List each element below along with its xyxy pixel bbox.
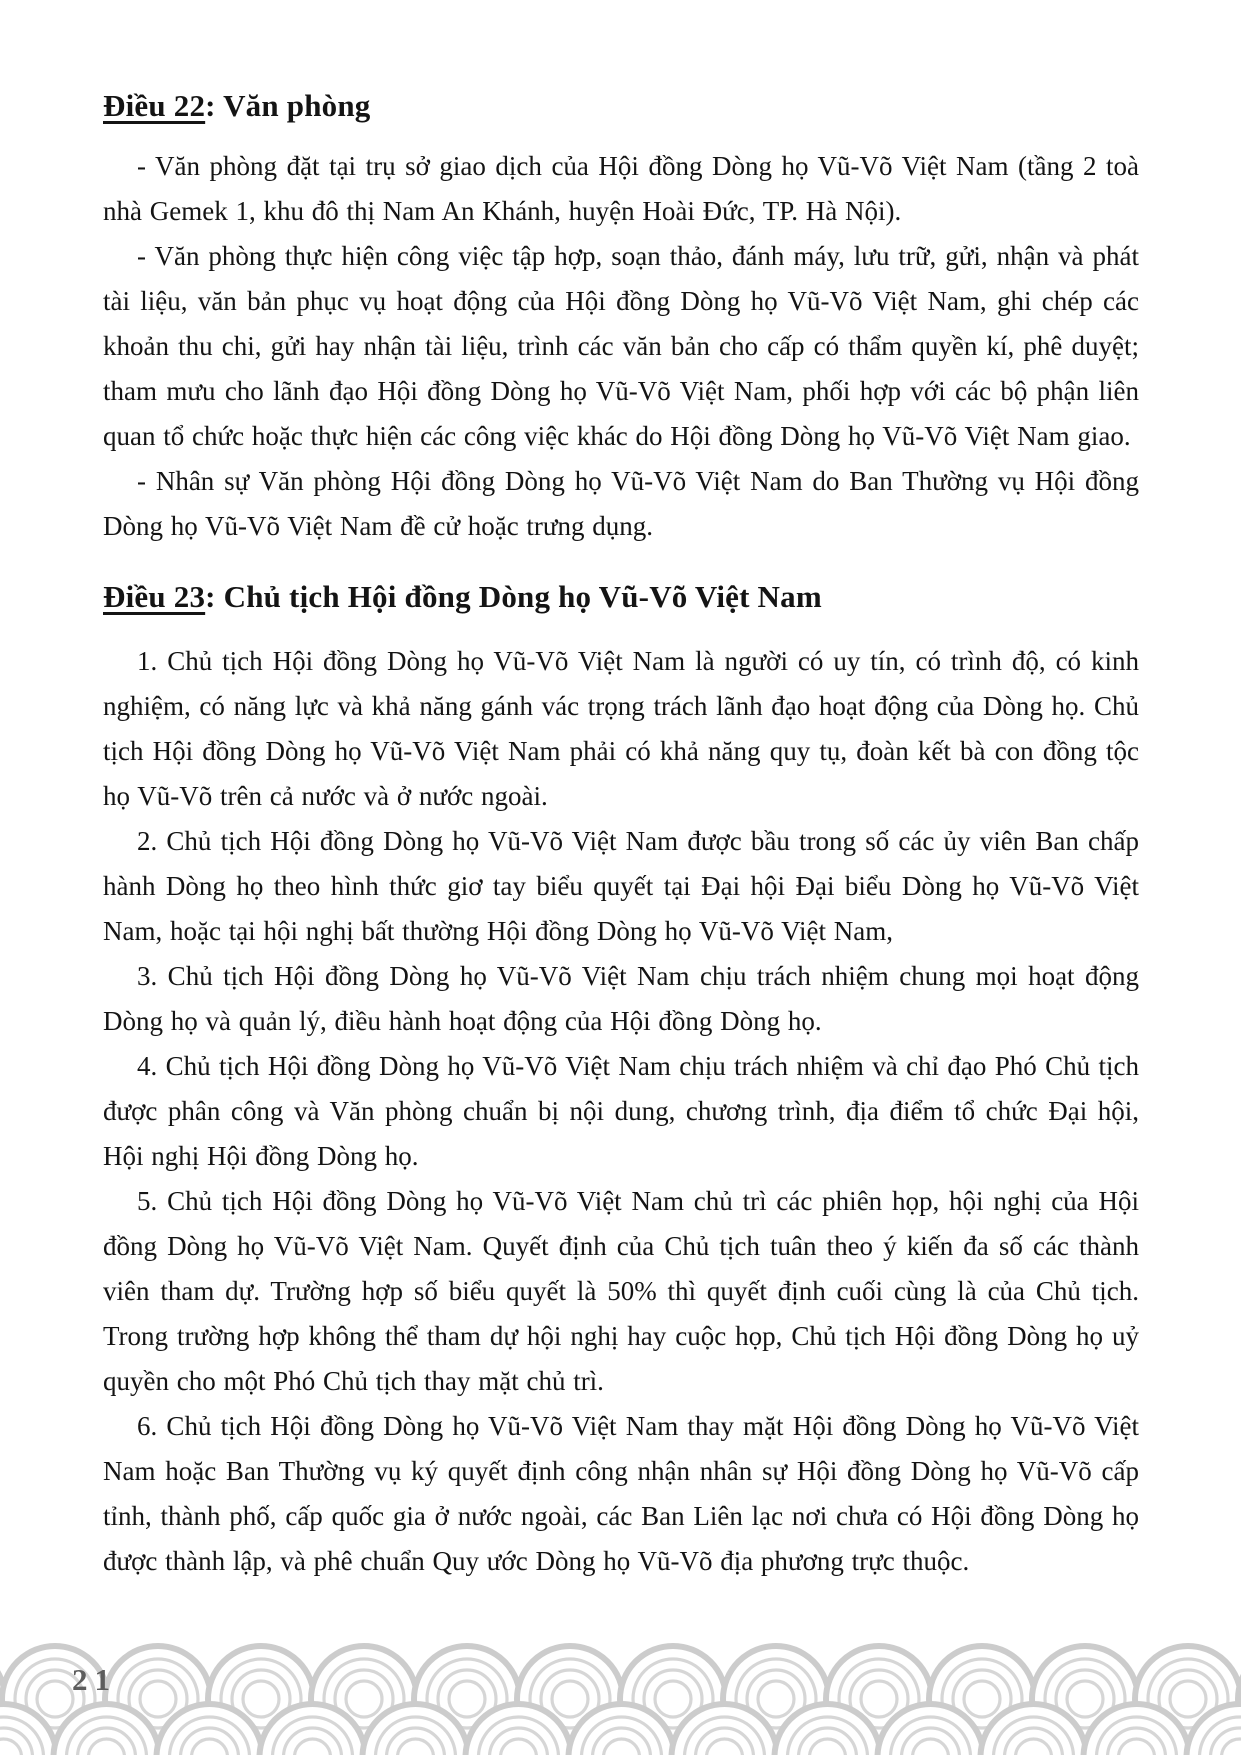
paragraph: 5. Chủ tịch Hội đồng Dòng họ Vũ-Võ Việt Nam chủ trì các phiên họp, hội nghị của Hội đồng Dòng họ Vũ-Võ Việt Nam. Quyết định của Chủ tịch tuân theo ý kiến đa số các thành viên tham dự. Trường hợp số biểu quyết là 50% thì quyết định cuối cùng là của Chủ tịch. Trong trường hợp không thể tham dự hội nghị hay cuộc họp, Chủ tịch Hội đồng Dòng họ uỷ quyền cho một Phó Chủ tịch thay mặt chủ trì.	[103, 1186, 1139, 1396]
paragraph: - Văn phòng đặt tại trụ sở giao dịch của Hội đồng Dòng họ Vũ-Võ Việt Nam (tầng 2 toà nhà Gemek 1, khu đô thị Nam An Khánh, huyện Hoài Đức, TP. Hà Nội).	[103, 151, 1139, 226]
paragraph: 6. Chủ tịch Hội đồng Dòng họ Vũ-Võ Việt Nam thay mặt Hội đồng Dòng họ Vũ-Võ Việt Nam hoặc Ban Thường vụ ký quyết định công nhận nhân sự Hội đồng Dòng họ Vũ-Võ cấp tỉnh, thành phố, cấp quốc gia ở nước ngoài, các Ban Liên lạc nơi chưa có Hội đồng Dòng họ được thành lập, và phê chuẩn Quy ước Dòng họ Vũ-Võ địa phương trực thuộc.	[103, 1411, 1139, 1576]
article-23-heading	[103, 579, 1139, 615]
article-23-title: : Chủ tịch Hội đồng Dòng họ Vũ-Võ Việt Nam	[205, 579, 822, 614]
article-22-number: Điều 22	[103, 88, 206, 123]
paragraph: 2. Chủ tịch Hội đồng Dòng họ Vũ-Võ Việt Nam được bầu trong số các ủy viên Ban chấp hành Dòng họ theo hình thức giơ tay biểu quyết tại Đại hội Đại biểu Dòng họ Vũ-Võ Việt Nam, hoặc tại hội nghị bất thường Hội đồng Dòng họ Vũ-Võ Việt Nam,	[103, 826, 1139, 946]
article-22-title: : Văn phòng	[205, 88, 371, 123]
paragraph: 4. Chủ tịch Hội đồng Dòng họ Vũ-Võ Việt Nam chịu trách nhiệm và chỉ đạo Phó Chủ tịch được phân công và Văn phòng chuẩn bị nội dung, chương trình, địa điểm tổ chức Đại hội, Hội nghị Hội đồng Dòng họ.	[103, 1051, 1139, 1171]
paragraph: 1. Chủ tịch Hội đồng Dòng họ Vũ-Võ Việt Nam là người có uy tín, có trình độ, có kinh nghiệm, có năng lực và khả năng gánh vác trọng trách lãnh đạo hoạt động của Dòng họ. Chủ tịch Hội đồng Dòng họ Vũ-Võ Việt Nam phải có khả năng quy tụ, đoàn kết bà con đồng tộc họ Vũ-Võ trên cả nước và ở nước ngoài.	[103, 646, 1139, 811]
page-number: 21	[72, 1662, 117, 1697]
page-content	[103, 88, 1139, 1584]
wave-pattern	[0, 1637, 1241, 1755]
paragraph: - Văn phòng thực hiện công việc tập hợp, soạn thảo, đánh máy, lưu trữ, gửi, nhận và phát tài liệu, văn bản phục vụ hoạt động của Hội đồng Dòng họ Vũ-Võ Việt Nam, ghi chép các khoản thu chi, gửi hay nhận tài liệu, trình các văn bản cho cấp có thẩm quyền kí, phê duyệt; tham mưu cho lãnh đạo Hội đồng Dòng họ Vũ-Võ Việt Nam, phối hợp với các bộ phận liên quan tổ chức hoặc thực hiện các công việc khác do Hội đồng Dòng họ Vũ-Võ Việt Nam giao.	[103, 241, 1139, 451]
article-22-heading	[103, 88, 1139, 124]
paragraph: - Nhân sự Văn phòng Hội đồng Dòng họ Vũ-Võ Việt Nam do Ban Thường vụ Hội đồng Dòng họ Vũ-Võ Việt Nam đề cử hoặc trưng dụng.	[103, 466, 1139, 541]
paragraph: 3. Chủ tịch Hội đồng Dòng họ Vũ-Võ Việt Nam chịu trách nhiệm chung mọi hoạt động Dòng họ và quản lý, điều hành hoạt động của Hội đồng Dòng họ.	[103, 961, 1139, 1036]
article-23-number: Điều 23	[103, 579, 206, 614]
